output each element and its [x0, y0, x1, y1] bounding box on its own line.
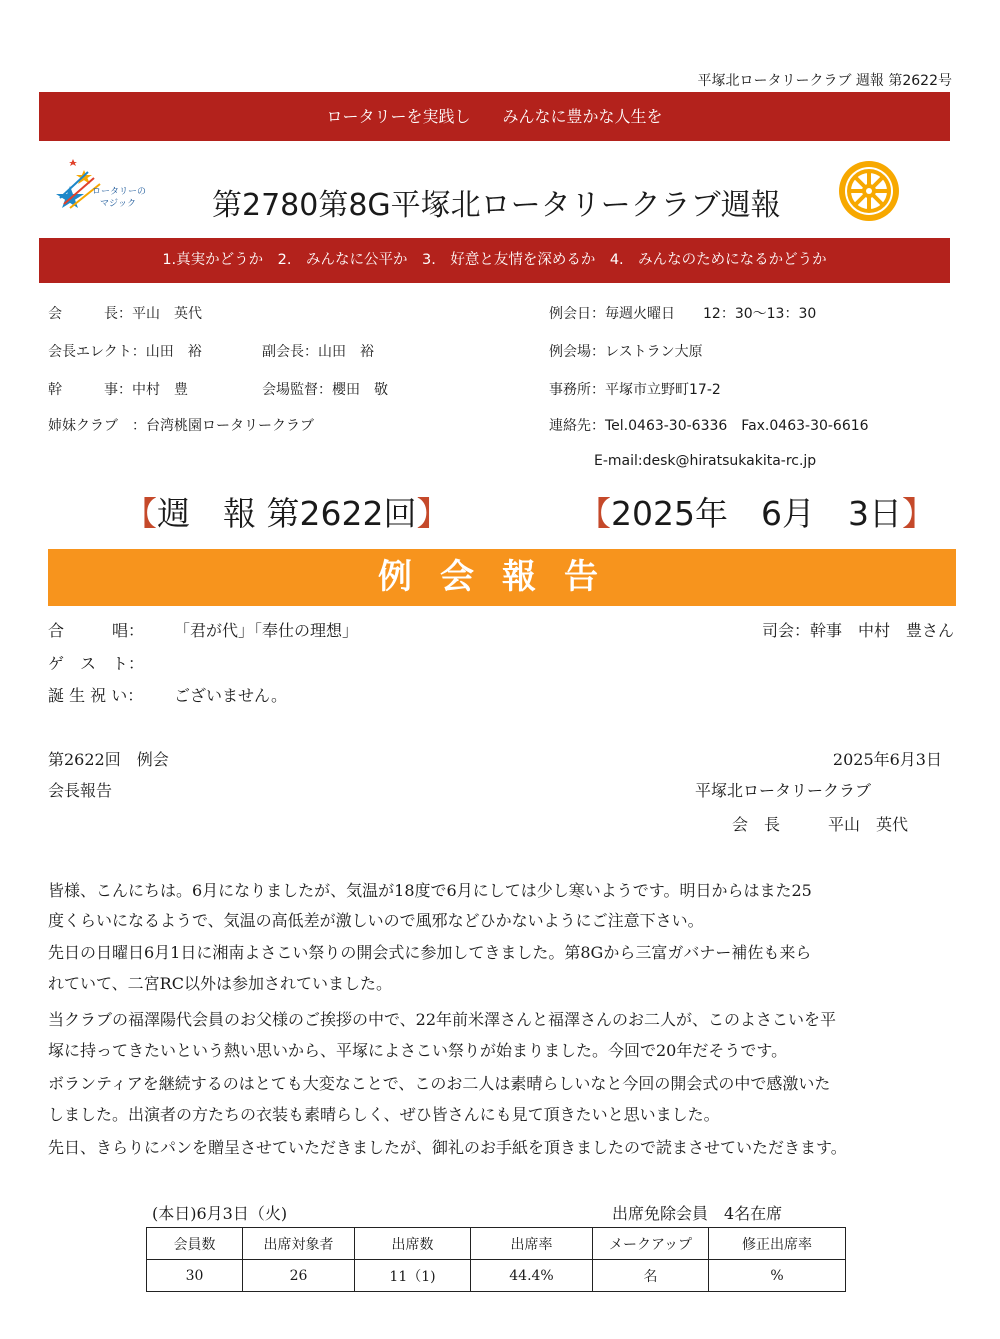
bracket-close: 】 — [901, 494, 935, 533]
president-row — [48, 303, 202, 323]
meeting-number: 第2622回 例会 — [48, 750, 169, 769]
body-line: ボランティアを継続するのはとても大変なことで、このお二人は素晴らしいなと今回の開会式の中で感激いた — [48, 1074, 831, 1093]
report-date: 2025年6月3日 — [832, 750, 942, 769]
body-line: れていて、二宮RC以外は参加されていました。 — [48, 974, 392, 993]
column-header: 修正出席率 — [709, 1228, 846, 1260]
sergeant-label: 会場監督： — [262, 382, 332, 398]
meeting-day-value: 毎週火曜日 12：30～13：30 — [605, 306, 817, 322]
exempt-members: 出席免除会員 4名在席 — [612, 1204, 783, 1223]
meeting-day-label: 例会日： — [549, 306, 605, 322]
sister-label: 姉妹クラブ ： — [48, 418, 146, 434]
issue-number-line: 平塚北ロータリークラブ 週報 第2622号 — [697, 73, 952, 89]
table-cell: % — [709, 1260, 846, 1292]
logo-text-1: ロータリーの — [92, 187, 147, 197]
elect-label: 会長エレクト： — [48, 344, 146, 360]
table-cell: 30 — [147, 1260, 243, 1292]
meeting-report-banner: 例会報告 — [48, 549, 956, 606]
president-value: 平山 英代 — [132, 306, 202, 322]
table-cell: 名 — [593, 1260, 709, 1292]
column-header: メークアップ — [593, 1228, 709, 1260]
birthday-value: ございません。 — [174, 686, 287, 705]
body-line: 先日、きらりにパンを贈呈させていただきましたが、御礼のお手紙を頂きましたので読まさせていただきます。 — [48, 1138, 847, 1157]
sister-club-row — [48, 415, 314, 435]
bracket-close: 】 — [416, 494, 450, 533]
birthday-label: 誕 生 祝 い： — [48, 686, 144, 705]
body-line: しました。出演者の方たちの衣装も素晴らしく、ぜひ皆さんにも見て頂きたいと思いました。 — [48, 1105, 720, 1124]
secretary-row — [48, 379, 188, 399]
four-way-test-banner: 1.真実かどうか 2. みんなに公平か 3. 好意と友情を深めるか 4. みんなのためになるかどうか — [39, 238, 950, 283]
venue-label: 例会場： — [549, 344, 605, 360]
table-row — [147, 1260, 846, 1292]
column-header: 会員数 — [147, 1228, 243, 1260]
venue-row — [549, 341, 703, 361]
logo-text-2: マジック — [100, 199, 137, 209]
rotary-magic-logo — [48, 158, 160, 218]
body-line: 当クラブの福澤陽代会員のお父様のご挨拶の中で、22年前米澤さんと福澤さんのお二人が、このよさこいを平 — [48, 1010, 837, 1029]
newsletter-title: 第2780第8G平塚北ロータリークラブ週報 — [212, 188, 781, 223]
president-label: 会 長： — [48, 306, 132, 322]
sergeant-row — [262, 379, 388, 399]
table-cell: 44.4% — [471, 1260, 593, 1292]
contact-label: 連絡先： — [549, 418, 605, 434]
chorus-label: 合 唱： — [48, 621, 145, 640]
signer: 会 長 平山 英代 — [732, 815, 909, 834]
date-text: 2025年 6月 3日 — [611, 494, 902, 533]
body-line: 塚に持ってきたいという熱い思いから、平塚によさこい祭りが始まりました。今回で20年だそうです。 — [48, 1041, 788, 1060]
chorus-value: 「君が代」「奉仕の理想」 — [174, 621, 359, 640]
meeting-day-row — [549, 303, 816, 323]
club-name: 平塚北ロータリークラブ — [695, 781, 872, 800]
vice-label: 副会長： — [262, 344, 318, 360]
body-line: 先日の日曜日6月1日に湘南よさこい祭りの開会式に参加してきました。第8Gから三富ガバナー補佐も来ら — [48, 943, 812, 962]
column-header: 出席対象者 — [243, 1228, 355, 1260]
contact-value: Tel.0463-30-6336 Fax.0463-30-6616 — [605, 418, 869, 434]
contact-row — [549, 415, 869, 435]
issue-text: 週 報 第2622回 — [157, 494, 417, 533]
birthday-row — [48, 683, 287, 706]
body-line: 度くらいになるようで、気温の高低差が激しいので風邪などひかないようにご注意下さい。 — [48, 911, 704, 930]
president-elect-row — [48, 341, 202, 361]
email-address: E-mail:desk@hiratsukakita-rc.jp — [594, 453, 817, 469]
sister-value: 台湾桃園ロータリークラブ — [146, 418, 314, 434]
chorus-row — [48, 618, 358, 641]
issue-date-heading — [578, 488, 935, 535]
secretary-label: 幹 事： — [48, 382, 132, 398]
attendance-table — [146, 1227, 846, 1292]
mc-text: 司会：幹事 中村 豊さん — [761, 621, 954, 640]
elect-value: 山田 裕 — [145, 344, 202, 360]
venue-value: レストラン大原 — [605, 344, 703, 360]
guest-label: ゲ ス ト： — [48, 654, 145, 673]
bracket-open: 【 — [124, 494, 157, 533]
attendance-date: (本日)6月3日（火) — [152, 1204, 288, 1223]
secretary-value: 中村 豊 — [132, 382, 188, 398]
office-value: 平塚市立野町17-2 — [605, 382, 721, 398]
rotary-wheel-icon — [836, 158, 902, 224]
office-label: 事務所： — [549, 382, 605, 398]
table-header-row — [147, 1228, 846, 1260]
bracket-open: 【 — [578, 494, 611, 533]
guest-row — [48, 651, 174, 674]
column-header: 出席数 — [355, 1228, 471, 1260]
slogan-banner: ロータリーを実践し みんなに豊かな人生を — [39, 92, 950, 141]
sergeant-value: 櫻田 敬 — [332, 382, 388, 398]
vice-president-row — [262, 341, 374, 361]
report-title: 会長報告 — [48, 781, 113, 800]
office-row — [549, 379, 721, 399]
vice-value: 山田 裕 — [318, 344, 374, 360]
column-header: 出席率 — [471, 1228, 593, 1260]
table-cell: 11（1) — [355, 1260, 471, 1292]
table-cell: 26 — [243, 1260, 355, 1292]
issue-number-heading — [124, 488, 449, 535]
body-line: 皆様、こんにちは。6月になりましたが、気温が18度で6月にしては少し寒いようです。明日からはまた25 — [48, 881, 812, 900]
